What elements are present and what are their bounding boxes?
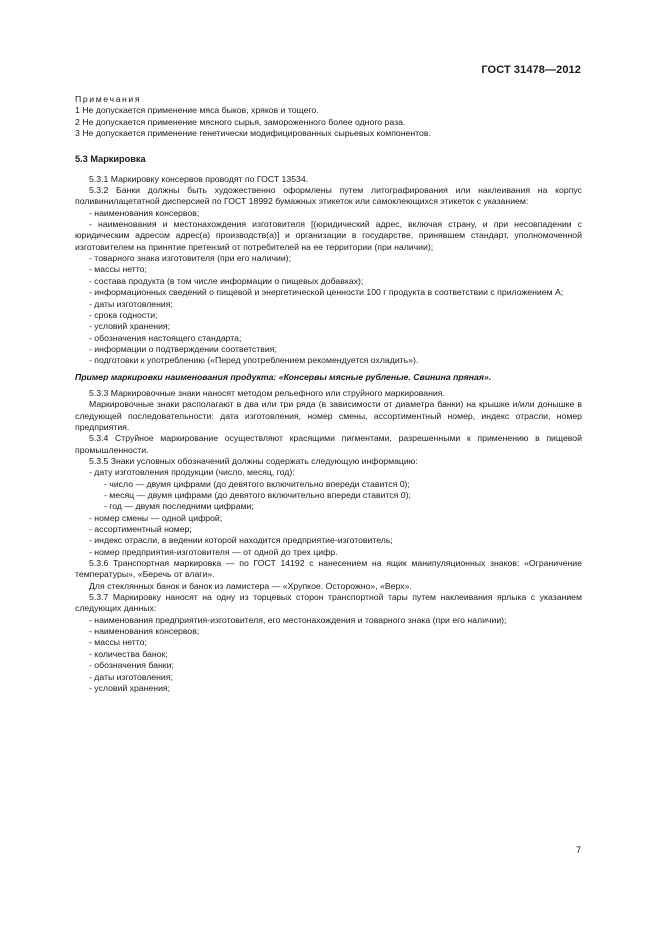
example-paragraph: Пример маркировки наименования продукта: «Консервы мясные рубленые. Свинина пряная». bbox=[75, 371, 492, 382]
paragraph: - наименования предприятия-изготовителя, его местонахождения и товарного знака (при его наличии); bbox=[89, 614, 507, 625]
paragraph: - срока годности; bbox=[89, 309, 158, 320]
note-item: 2 Не допускается применение мясного сырья, замороженного более одного раза. bbox=[75, 116, 406, 127]
paragraph: - наименования и местонахождения изготовителя [(юридический адрес, включая страну, и при несовпадении с юридическим адресом адрес(а) производств(а)] и организации в государстве, принявшем стандарт, уполномоченной изготовителем на принятие претензий от потребителей на ее территории (при наличии); bbox=[75, 219, 582, 252]
paragraph: - даты изготовления; bbox=[89, 671, 173, 682]
paragraph: - индекс отрасли, в ведении которой находится предприятие-изготовитель; bbox=[89, 535, 393, 546]
paragraph: 5.3.3 Маркировочные знаки наносят методом рельефного или струйного маркирования. bbox=[89, 387, 445, 398]
paragraph: 5.3.1 Маркировку консервов проводят по ГОСТ 13534. bbox=[89, 173, 309, 184]
paragraph: 5.3.7 Маркировку наносят на одну из торцевых сторон транспортной тары путем наклеивания ярлыка с указанием следующих данных: bbox=[75, 592, 582, 614]
notes-title: Примечания bbox=[75, 94, 142, 104]
paragraph: - подготовки к употреблению («Перед употреблением рекомендуется охладить»). bbox=[89, 355, 419, 366]
paragraph: Для стеклянных банок и банок из ламистера — «Хрупкое. Осторожно», «Верх». bbox=[89, 580, 412, 591]
paragraph: - ассортиментный номер; bbox=[89, 524, 192, 535]
paragraph: - номер смены — одной цифрой; bbox=[89, 512, 223, 523]
paragraph: - обозначения банки; bbox=[89, 660, 174, 671]
paragraph: - обозначения настоящего стандарта; bbox=[89, 332, 242, 343]
paragraph: - информационных сведений о пищевой и энергетической ценности 100 г продукта в соответствии с приложением А; bbox=[89, 287, 564, 298]
document-header: ГОСТ 31478—2012 bbox=[481, 64, 581, 76]
paragraph: - информации о подтверждении соответствия; bbox=[89, 343, 277, 354]
section-body bbox=[75, 174, 582, 694]
paragraph: - товарного знака изготовителя (при его наличии); bbox=[89, 253, 291, 264]
paragraph: 5.3.2 Банки должны быть художественно оформлены путем литографирования или наклеивания на корпус поливинилацетатной дисперсией по ГОСТ 18992 бумажных этикеток или самоклеющихся этикеток с указанием: bbox=[75, 185, 582, 207]
paragraph: - год — двумя последними цифрами; bbox=[104, 501, 254, 512]
paragraph: - массы нетто; bbox=[89, 264, 147, 275]
paragraph: - наименования консервов; bbox=[89, 626, 200, 637]
paragraph: - количества банок; bbox=[89, 648, 168, 659]
paragraph: - месяц — двумя цифрами (до девятого включительно впереди ставится 0); bbox=[104, 490, 411, 500]
paragraph: - даты изготовления; bbox=[89, 298, 173, 309]
page-body bbox=[75, 94, 582, 694]
note-item: 1 Не допускается применение мяса быков, хряков и тощего. bbox=[75, 105, 319, 116]
paragraph: - дату изготовления продукции (число, месяц, год): bbox=[89, 467, 295, 478]
note-item: 3 Не допускается применение генетически модифицированных сырьевых компонентов. bbox=[75, 128, 431, 139]
paragraph: 5.3.5 Знаки условных обозначений должны содержать следующую информацию: bbox=[89, 455, 418, 466]
notes-list bbox=[75, 105, 582, 139]
section-title: 5.3 Маркировка bbox=[75, 154, 146, 165]
page-number: 7 bbox=[575, 845, 581, 855]
paragraph: - число — двумя цифрами (до девятого включительно впереди ставится 0); bbox=[104, 478, 410, 489]
paragraph: - наименования консервов; bbox=[89, 207, 200, 218]
paragraph: - условий хранения; bbox=[89, 321, 171, 332]
paragraph: - массы нетто; bbox=[89, 637, 147, 648]
paragraph: 5.3.6 Транспортная маркировка — по ГОСТ 14192 с нанесением на ящик манипуляционных знаков: «Ограничение температуры», «Беречь от влаги». bbox=[75, 558, 582, 580]
paragraph: - номер предприятия-изготовителя — от одной до трех цифр. bbox=[89, 546, 338, 557]
paragraph: Маркировочные знаки располагают в два или три ряда (в зависимости от диаметра банки) на крышке и/или донышке в следующей последовательности: дата изготовления, номер смены, ассортиментный номер, индекс отрасли, номер предприятия. bbox=[75, 399, 582, 432]
paragraph: 5.3.4 Струйное маркирование осуществляют красящими пигментами, разрешенными к применению в пищевой промышленности. bbox=[75, 433, 582, 455]
paragraph: - состава продукта (в том числе информации о пищевых добавках); bbox=[89, 275, 364, 286]
paragraph: - условий хранения; bbox=[89, 682, 171, 693]
